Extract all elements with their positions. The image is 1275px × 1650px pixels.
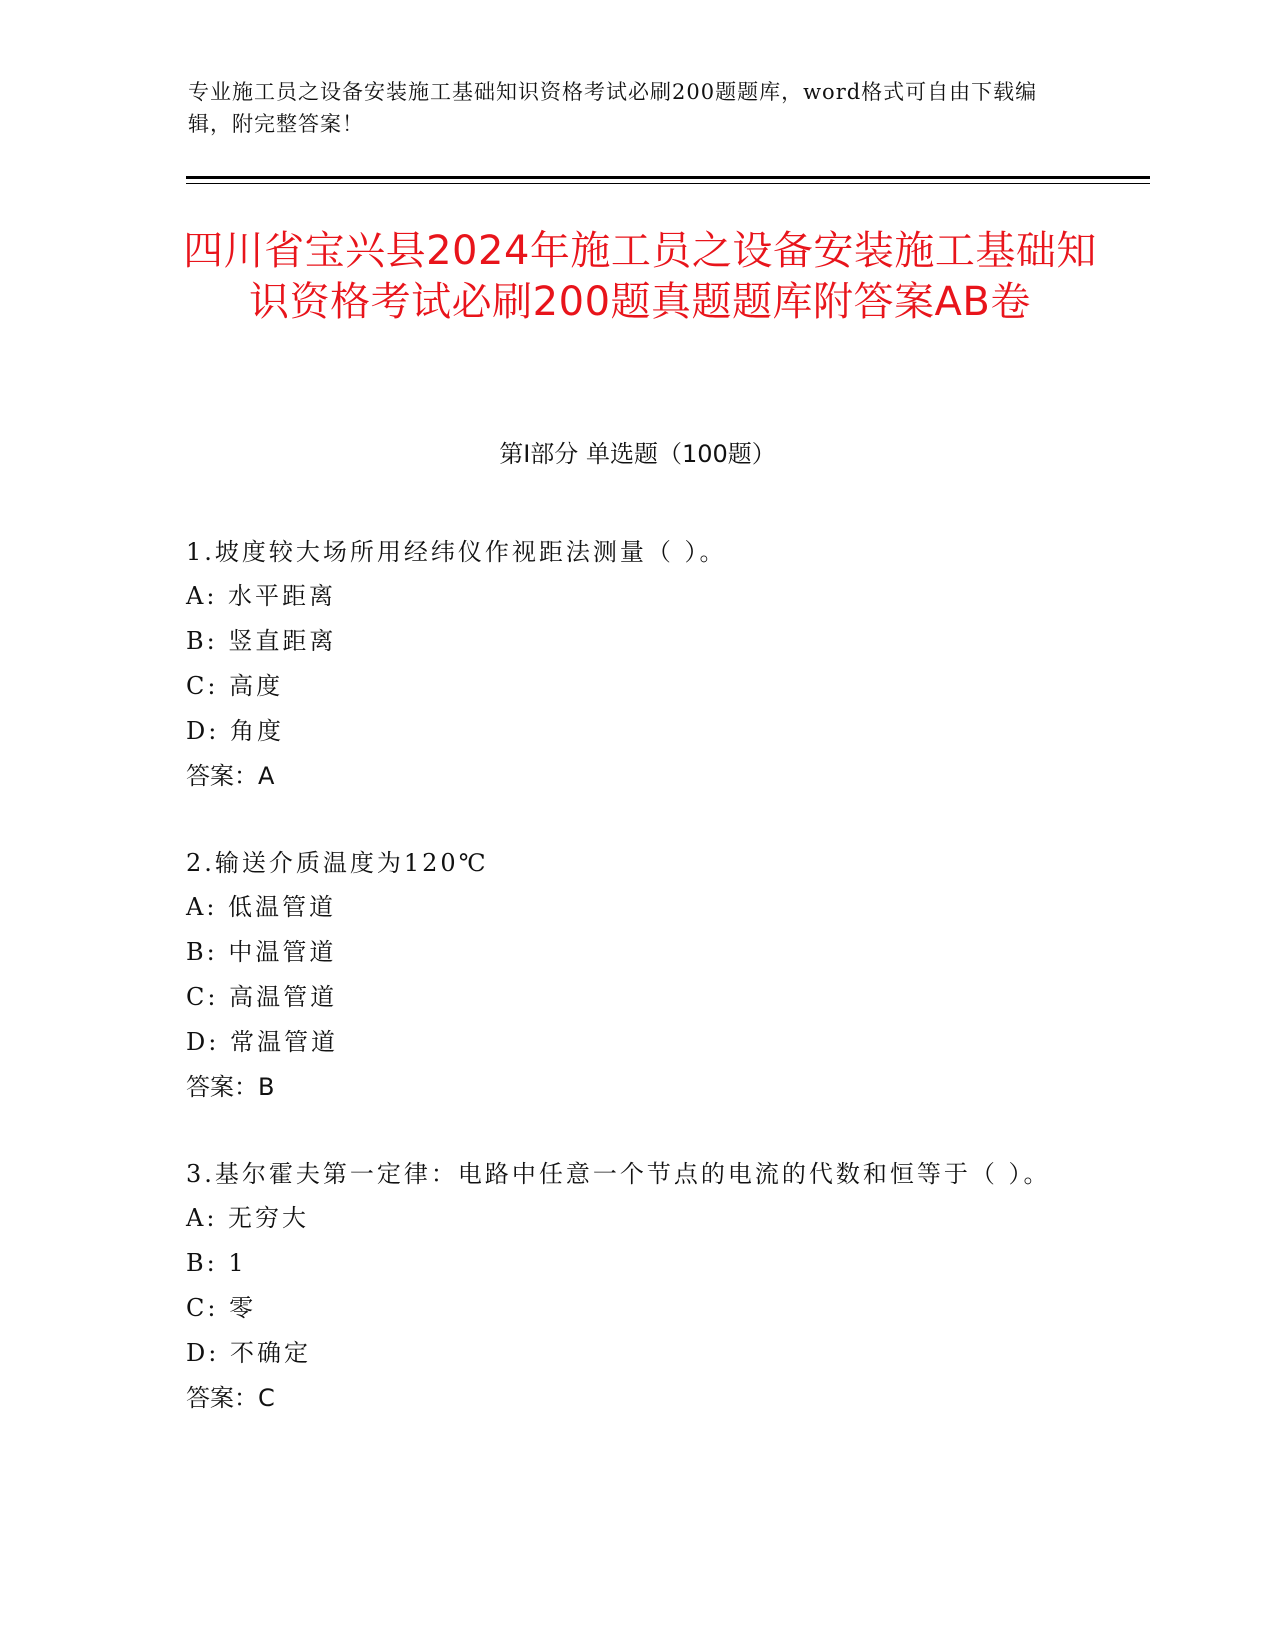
question-1 xyxy=(186,530,1066,799)
header-note: 专业施工员之设备安装施工基础知识资格考试必刷200题题库，word格式可自由下载编辑，附完整答案！ xyxy=(188,80,1038,136)
option-c: C: 高温管道 xyxy=(186,983,338,1011)
question-stem: 2.输送介质温度为120℃ xyxy=(186,849,489,877)
section-heading: 第I部分 单选题（100题） xyxy=(499,440,776,468)
document-title: 四川省宝兴县2024年施工员之设备安装施工基础知识资格考试必刷200题真题题库附答案AB卷 xyxy=(183,228,1097,325)
header-rule-thick xyxy=(186,176,1150,179)
question-3 xyxy=(186,1152,1066,1421)
option-a: A: 水平距离 xyxy=(186,582,337,610)
option-b: B: 中温管道 xyxy=(186,938,337,966)
answer: 答案：A xyxy=(186,762,275,790)
option-b: B: 竖直距离 xyxy=(186,627,337,655)
option-d: D: 角度 xyxy=(186,717,284,745)
question-stem: 1.坡度较大场所用经纬仪作视距法测量（ ）。 xyxy=(186,538,727,566)
option-a: A: 低温管道 xyxy=(186,893,337,921)
question-stem: 3.基尔霍夫第一定律：电路中任意一个节点的电流的代数和恒等于（ ）。 xyxy=(186,1160,1051,1188)
option-d: D: 常温管道 xyxy=(186,1028,338,1056)
question-list xyxy=(186,530,1066,1463)
question-2 xyxy=(186,841,1066,1110)
option-a: A: 无穷大 xyxy=(186,1204,310,1232)
option-c: C: 零 xyxy=(186,1294,257,1322)
answer: 答案：C xyxy=(186,1384,275,1412)
option-c: C: 高度 xyxy=(186,672,284,700)
answer: 答案：B xyxy=(186,1073,275,1101)
header-rule-thin xyxy=(186,183,1150,184)
option-b: B: 1 xyxy=(186,1249,247,1277)
option-d: D: 不确定 xyxy=(186,1339,311,1367)
